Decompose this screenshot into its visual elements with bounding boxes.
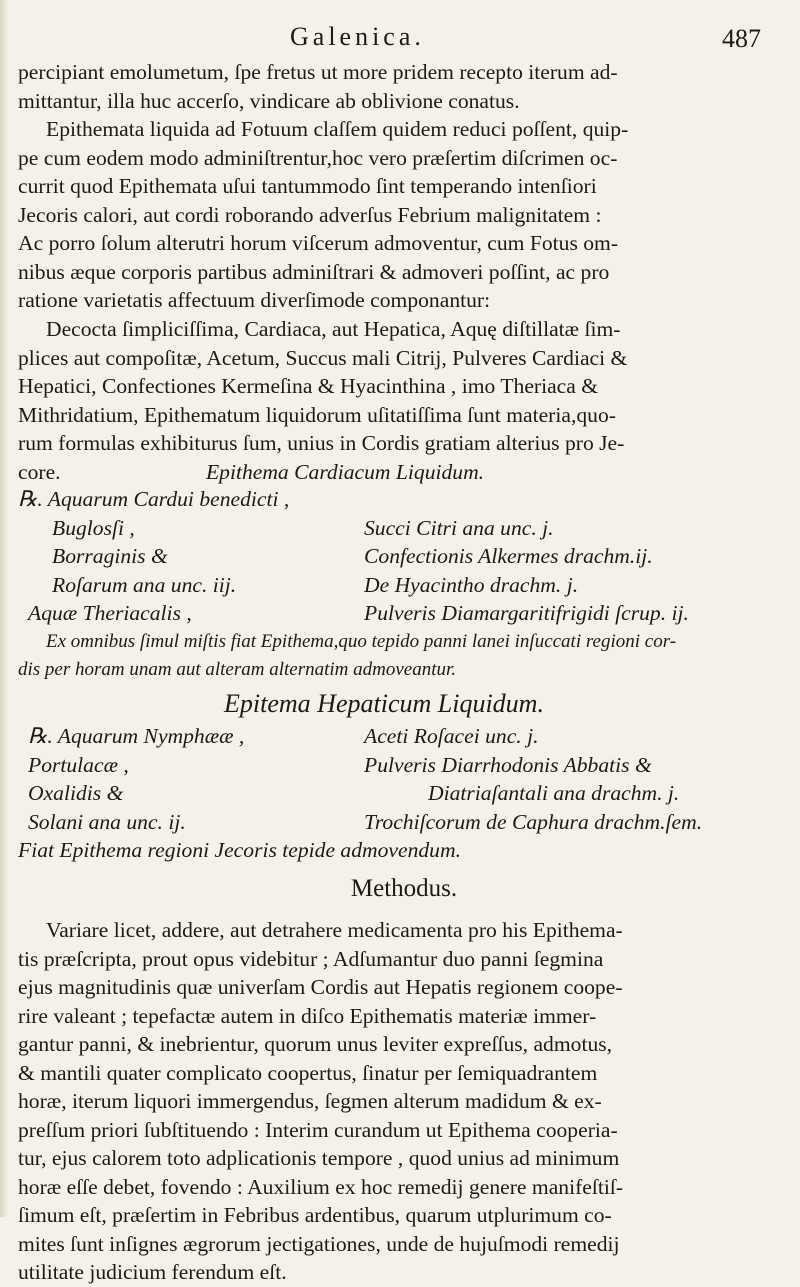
text-line: tur, ejus calorem toto adplicationis tempore , quod unius ad minimum — [18, 1146, 620, 1170]
text-line: utilitate judicium ferendum eſt. — [18, 1260, 287, 1284]
text-line: horæ, iterum liquori immergendus, ſegmen alterum madidum & ex- — [18, 1089, 602, 1113]
text-line: Epithemata liquida ad Fotuum claſſem quidem reduci poſſent, quip- — [46, 117, 629, 141]
text-line — [18, 458, 790, 487]
text-line: & mantili quater complicato coopertus, ſinatur per ſemiquadrantem — [18, 1060, 598, 1085]
recipe-ingredient: De Hyacintho drachm. j. — [364, 572, 579, 597]
page-gutter-shadow — [0, 0, 8, 1217]
paragraph-3 — [18, 315, 790, 486]
text-line: ejus magnitudinis quæ univerſam Cordis aut Hepatis regionem coope- — [18, 975, 623, 999]
recipe-row — [18, 514, 790, 543]
paragraph-4 — [18, 916, 790, 1287]
heading-methodus: Methodus. — [350, 875, 458, 902]
paragraph-2 — [18, 115, 790, 315]
recipe-row — [18, 779, 790, 808]
recipe-row — [18, 485, 790, 514]
recipe-instruction: dis per horam unam aut alteram alternatim admoveantur. — [18, 659, 457, 680]
recipe-ingredient: Roſarum ana unc. iij. — [52, 572, 237, 597]
text-line: mites ſunt inſignes ægrorum jectigationes, unde de hujuſmodi remedij — [18, 1231, 620, 1256]
recipe-ingredient: Oxalidis & — [28, 781, 124, 805]
text-line: gantur panni, & inebrientur, quorum unus leviter expreſſus, admotus, — [18, 1032, 613, 1056]
recipe-row — [18, 808, 790, 837]
text-line: plices aut compoſitæ, Acetum, Succus mali Citrij, Pulveres Cardiaci & — [18, 345, 628, 370]
recipe-row — [18, 542, 790, 571]
recipe-ingredient: Confectionis Alkermes drachm.ij. — [364, 544, 653, 568]
recipe-cardiacum — [18, 485, 790, 685]
recipe-ingredient: ℞. Aquarum Nymphææ , — [28, 724, 245, 748]
text-line: currit quod Epithemata uſui tantummodo ſint temperando intenſiori — [18, 174, 597, 198]
recipe-ingredient: ℞. Aquarum Cardui benedicti , — [18, 487, 290, 511]
text-line: rire valeant ; tepefactæ autem in diſco Epithematis materiæ immer- — [18, 1003, 597, 1028]
recipe-spacer — [18, 722, 318, 751]
heading-epithema-cardiacum: Epithema Cardiacum Liquidum. — [205, 459, 485, 484]
recipe-ingredient: Buglosſi , — [52, 515, 135, 540]
recipe-row — [18, 599, 790, 628]
recipe-ingredient: Succi Citri ana unc. j. — [364, 515, 554, 540]
text-line: Ac porro ſolum alterutri horum viſcerum admoventur, cum Fotus om- — [18, 231, 619, 255]
recipe-ingredient: Pulveris Diamargaritifrigidi ſcrup. ij. — [364, 601, 689, 625]
recipe-hepaticum-body — [18, 722, 790, 865]
recipe-row — [18, 571, 790, 600]
text-line: Mithridatium, Epithematum liquidorum uſitatiſſima ſunt materia,quo- — [18, 402, 616, 427]
text-line: Hepatici, Confectiones Kermeſina & Hyacinthina , imo Theriaca & — [18, 374, 599, 398]
text-line: nibus æque corporis partibus adminiſtrari & admoveri poſſint, ac pro — [18, 259, 610, 284]
text-fragment: core. — [18, 459, 61, 484]
recipe-instruction: Ex omnibus ſimul miſtis fiat Epithema,quo tepido panni lanei inſuccati regioni cor- — [46, 630, 677, 652]
text-line: ratione varietatis affectuum diverſimode componantur: — [18, 288, 491, 312]
text-line: percipiant emolumetum, ſpe fretus ut more pridem recepto iterum ad- — [18, 60, 618, 84]
text-line: preſſum priori ſubſtituendo : Interim curandum ut Epithema cooperia- — [18, 1117, 618, 1142]
recipe-ingredient: Trochiſcorum de Caphura drachm.ſem. — [364, 809, 703, 834]
recipe-instruction: Fiat Epithema regioni Jecoris tepide admovendum. — [18, 838, 461, 862]
text-line: ſimum eſt, præſertim in Febribus ardentibus, quarum utplurimum co- — [18, 1203, 612, 1227]
text-line: Decocta ſimpliciſſima, Cardiaca, aut Hepatica, Aquę diſtillatæ ſim- — [46, 317, 621, 341]
recipe-ingredient: Aceti Roſacei unc. j. — [364, 724, 539, 748]
recipe-ingredient: Pulveris Diarrhodonis Abbatis & — [364, 752, 652, 777]
recipe-ingredient: Diatriaſantali ana drachm. j. — [428, 781, 680, 805]
recipe-row — [18, 751, 790, 780]
page-number: 487 — [722, 24, 761, 53]
running-title: Galenica. — [290, 22, 425, 51]
running-header — [0, 22, 800, 58]
paragraph-1 — [18, 58, 790, 115]
text-line: rum formulas exhibiturus ſum, unius in Cordis gratiam alterius pro Je- — [18, 431, 625, 455]
recipe-ingredient: Portulacæ , — [28, 752, 129, 777]
recipe-ingredient: Borraginis & — [52, 544, 168, 568]
recipe-ingredient: Solani ana unc. ij. — [28, 809, 186, 834]
recipe-row — [18, 722, 790, 751]
text-line: mittantur, illa huc accerſo, vindicare ab oblivione conatus. — [18, 88, 520, 113]
recipe-ingredient: Aquæ Theriacalis , — [28, 601, 192, 625]
text-line: Variare licet, addere, aut detrahere medicamenta pro his Epithema- — [46, 918, 623, 942]
heading-epitema-hepaticum: Epitema Hepaticum Liquidum. — [224, 689, 544, 718]
text-line: Jecoris calori, aut cordi roborando adverſus Febrium malignitatem : — [18, 202, 602, 227]
text-line: tis præſcripta, prout opus videbitur ; Adſumantur duo panni ſegmina — [18, 946, 604, 971]
text-line: horæ eſſe debet, fovendo : Auxilium ex hoc remedij genere manifeſtiſ- — [18, 1174, 624, 1199]
text-line: pe cum eodem modo adminiſtrentur,hoc vero præſertim diſcrimen oc- — [18, 145, 618, 170]
